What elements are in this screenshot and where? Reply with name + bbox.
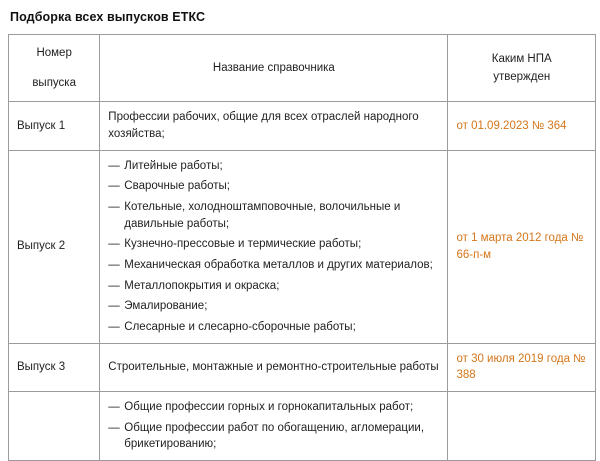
npa-link[interactable]: от 30 июля 2019 года № 388 xyxy=(456,352,586,382)
table-row xyxy=(9,150,596,343)
column-header-number-line2: выпуска xyxy=(32,76,76,89)
column-header-name: Название справочника xyxy=(100,35,448,102)
release-name-cell xyxy=(100,102,448,150)
release-name-cell xyxy=(100,150,448,343)
column-header-number-line1: Номер xyxy=(36,47,72,59)
release-items-list xyxy=(108,158,439,336)
npa-link[interactable]: от 01.09.2023 № 364 xyxy=(456,119,567,132)
release-number-cell xyxy=(9,392,100,461)
list-item: — Литейные работы; xyxy=(108,158,439,175)
list-item: — Общие профессии работ по обогащению, агломерации, брикетированию; xyxy=(108,420,439,453)
list-item: — Котельные, холодноштамповочные, волочильные и давильные работы; xyxy=(108,199,439,232)
list-item: — Сварочные работы; xyxy=(108,178,439,195)
list-item: — Эмалирование; xyxy=(108,298,439,315)
column-header-npa-line2: утвержден xyxy=(493,71,551,84)
table-header xyxy=(9,35,596,102)
table-row xyxy=(9,343,596,391)
list-item: — Слесарные и слесарно-сборочные работы; xyxy=(108,319,439,336)
list-item: — Механическая обработка металлов и других материалов; xyxy=(108,257,439,274)
page-title: Подборка всех выпусков ЕТКС xyxy=(10,10,206,24)
table-row xyxy=(9,392,596,461)
table-row xyxy=(9,102,596,150)
list-item: — Металлопокрытия и окраска; xyxy=(108,278,439,295)
list-item: — Общие профессии горных и горнокапитальных работ; xyxy=(108,399,439,416)
release-npa-cell xyxy=(448,343,596,391)
list-item: — Кузнечно-прессовые и термические работы; xyxy=(108,236,439,253)
etks-releases-table xyxy=(8,34,596,461)
release-name-cell xyxy=(100,343,448,391)
column-header-number xyxy=(9,35,100,102)
release-name-cell xyxy=(100,392,448,461)
column-header-npa-line1: Каким НПА xyxy=(491,52,552,65)
release-number-cell: Выпуск 3 xyxy=(9,343,100,391)
release-npa-cell xyxy=(448,150,596,343)
release-name-text: Профессии рабочих, общие для всех отраслей народного хозяйства; xyxy=(108,111,419,141)
release-items-list xyxy=(108,399,439,453)
release-name-text: Строительные, монтажные и ремонтно-строительные работы xyxy=(108,361,439,374)
release-npa-cell xyxy=(448,392,596,461)
table-body xyxy=(9,102,596,461)
release-number-cell: Выпуск 2 xyxy=(9,150,100,343)
npa-link[interactable]: от 1 марта 2012 года № 66-п-м xyxy=(456,232,584,261)
column-header-npa xyxy=(448,35,596,102)
table-header-row xyxy=(9,35,596,102)
release-number-cell: Выпуск 1 xyxy=(9,102,100,150)
release-npa-cell xyxy=(448,102,596,150)
